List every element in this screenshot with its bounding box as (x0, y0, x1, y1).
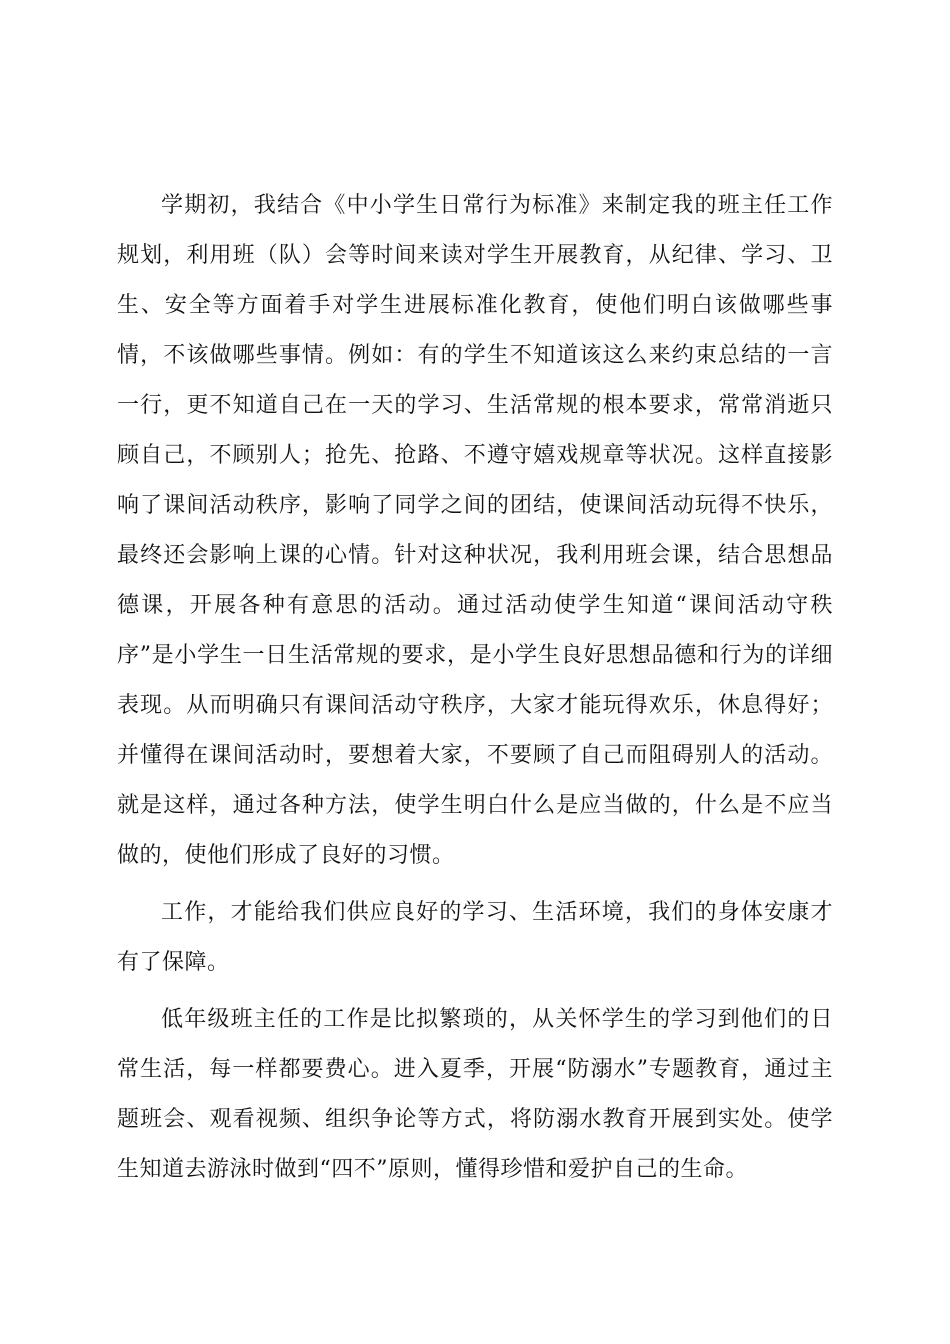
paragraph-3: 低年级班主任的工作是比拟繁琐的，从关怀学生的学习到他们的日常生活，每一样都要费心。进入夏季，开展“防溺水”专题教育，通过主题班会、观看视频、组织争论等方式，将防溺水教育开展到实处。使学生知道去游泳时做到“四不”原则，懂得珍惜和爱护自己的生命。 (117, 1007, 833, 1182)
paragraph-1: 学期初，我结合《中小学生日常行为标准》来制定我的班主任工作规划，利用班（队）会等时间来读对学生开展教育，从纪律、学习、卫生、安全等方面着手对学生进展标准化教育，使他们明白该做哪些事情，不该做哪些事情。例如：有的学生不知道该这么来约束总结的一言一行，更不知道自己在一天的学习、生活常规的根本要求，常常消逝只顾自己，不顾别人；抢先、抢路、不遵守嬉戏规章等状况。这样直接影响了课间活动秩序，影响了同学之间的团结，使课间活动玩得不快乐，最终还会影响上课的心情。针对这种状况，我利用班会课，结合思想品德课，开展各种有意思的活动。通过活动使学生知道“课间活动守秩序”是小学生一日生活常规的要求，是小学生良好思想品德和行为的详细表现。从而明确只有课间活动守秩序，大家才能玩得欢乐，休息得好；并懂得在课间活动时，要想着大家，不要顾了自己而阻碍别人的活动。就是这样，通过各种方法，使学生明白什么是应当做的，什么是不应当做的，使他们形成了良好的习惯。 (117, 193, 833, 868)
paragraph-2: 工作，才能给我们供应良好的学习、生活环境，我们的身体安康才有了保障。 (117, 900, 833, 975)
document-body (117, 181, 833, 1202)
